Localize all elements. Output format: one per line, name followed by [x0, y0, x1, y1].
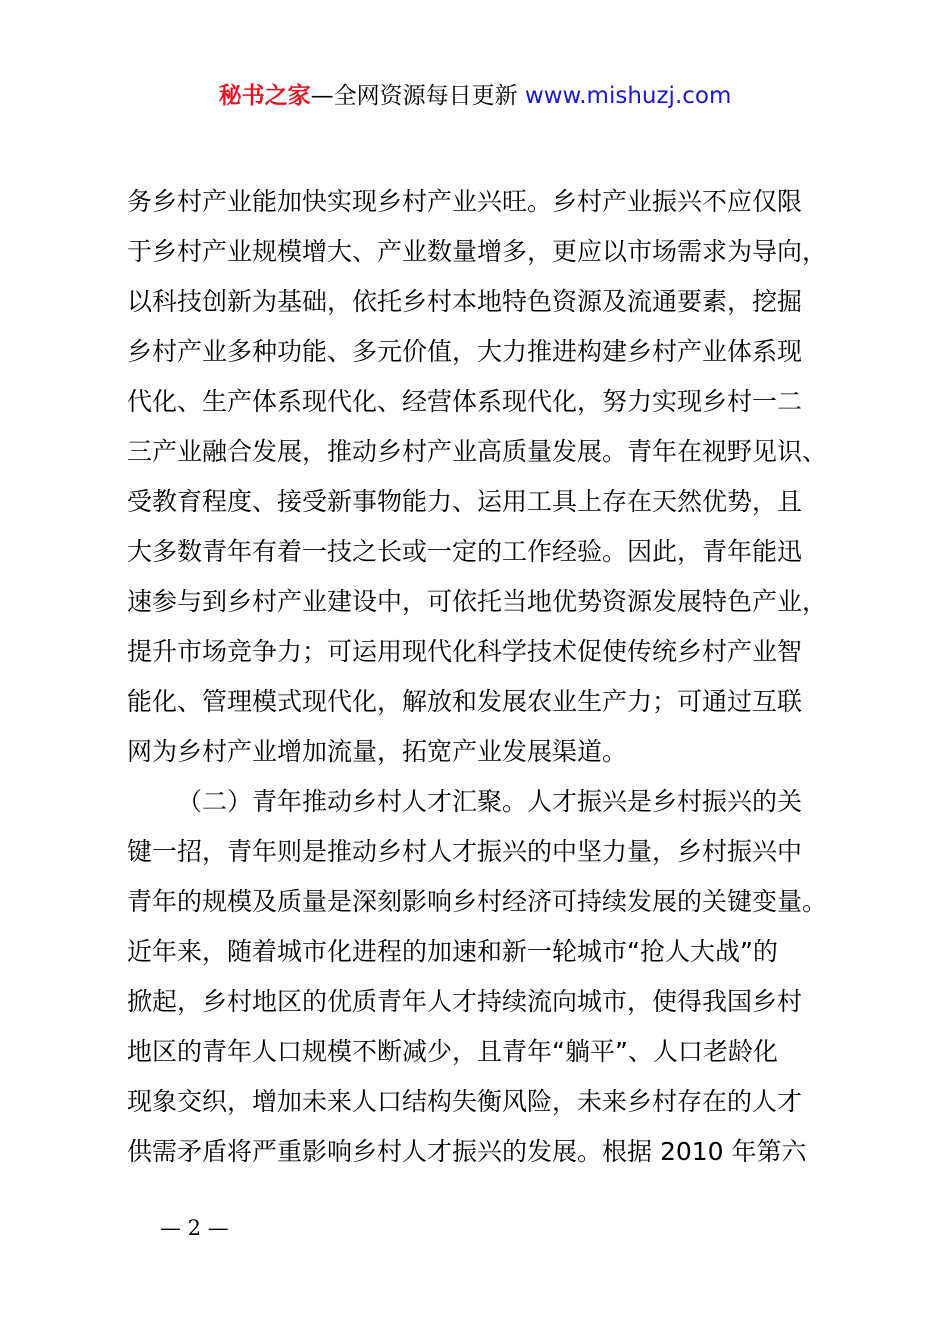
body-line: 于乡村产业规模增大、产业数量增多，更应以市场需求为导向，	[127, 237, 828, 266]
body-line: 掀起，乡村地区的优质青年人才持续流向城市，使得我国乡村	[127, 987, 803, 1016]
document-body	[127, 182, 867, 1182]
site-url-link[interactable]: www.mishuzj.com	[524, 83, 732, 109]
body-line: 供需矛盾将严重影响乡村人才振兴的发展。根据 2010 年第六	[127, 1137, 807, 1166]
section-heading-line: （二）青年推动乡村人才汇聚。人才振兴是乡村振兴的关	[177, 787, 803, 816]
body-line: 受教育程度、接受新事物能力、运用工具上存在天然优势，且	[127, 487, 803, 516]
page-number: — 2 —	[160, 1216, 229, 1240]
body-line: 务乡村产业能加快实现乡村产业兴旺。乡村产业振兴不应仅限	[127, 187, 803, 216]
body-line: 近年来，随着城市化进程的加速和新一轮城市“抢人大战”的	[127, 937, 778, 966]
body-line: 以科技创新为基础，依托乡村本地特色资源及流通要素，挖掘	[127, 287, 803, 316]
body-line: 速参与到乡村产业建设中，可依托当地优势资源发展特色产业，	[127, 587, 828, 616]
body-line: 提升市场竞争力；可运用现代化科学技术促使传统乡村产业智	[127, 637, 803, 666]
body-line: 代化、生产体系现代化、经营体系现代化，努力实现乡村一二	[127, 387, 803, 416]
body-line: 网为乡村产业增加流量，拓宽产业发展渠道。	[127, 737, 628, 766]
body-line: 能化、管理模式现代化，解放和发展农业生产力；可通过互联	[127, 687, 803, 716]
body-line: 三产业融合发展，推动乡村产业高质量发展。青年在视野见识、	[127, 437, 828, 466]
body-line: 大多数青年有着一技之长或一定的工作经验。因此，青年能迅	[127, 537, 803, 566]
site-tagline: —全网资源每日更新	[310, 83, 525, 109]
body-line: 现象交织，增加未来人口结构失衡风险，未来乡村存在的人才	[127, 1087, 803, 1116]
body-line: 青年的规模及质量是深刻影响乡村经济可持续发展的关键变量。	[127, 887, 828, 916]
body-line: 地区的青年人口规模不断减少，且青年“躺平”、人口老龄化	[127, 1037, 778, 1066]
site-header	[0, 80, 950, 112]
site-brand: 秘书之家	[218, 83, 311, 109]
body-line: 乡村产业多种功能、多元价值，大力推进构建乡村产业体系现	[127, 337, 803, 366]
body-line: 键一招，青年则是推动乡村人才振兴的中坚力量，乡村振兴中	[127, 837, 803, 866]
